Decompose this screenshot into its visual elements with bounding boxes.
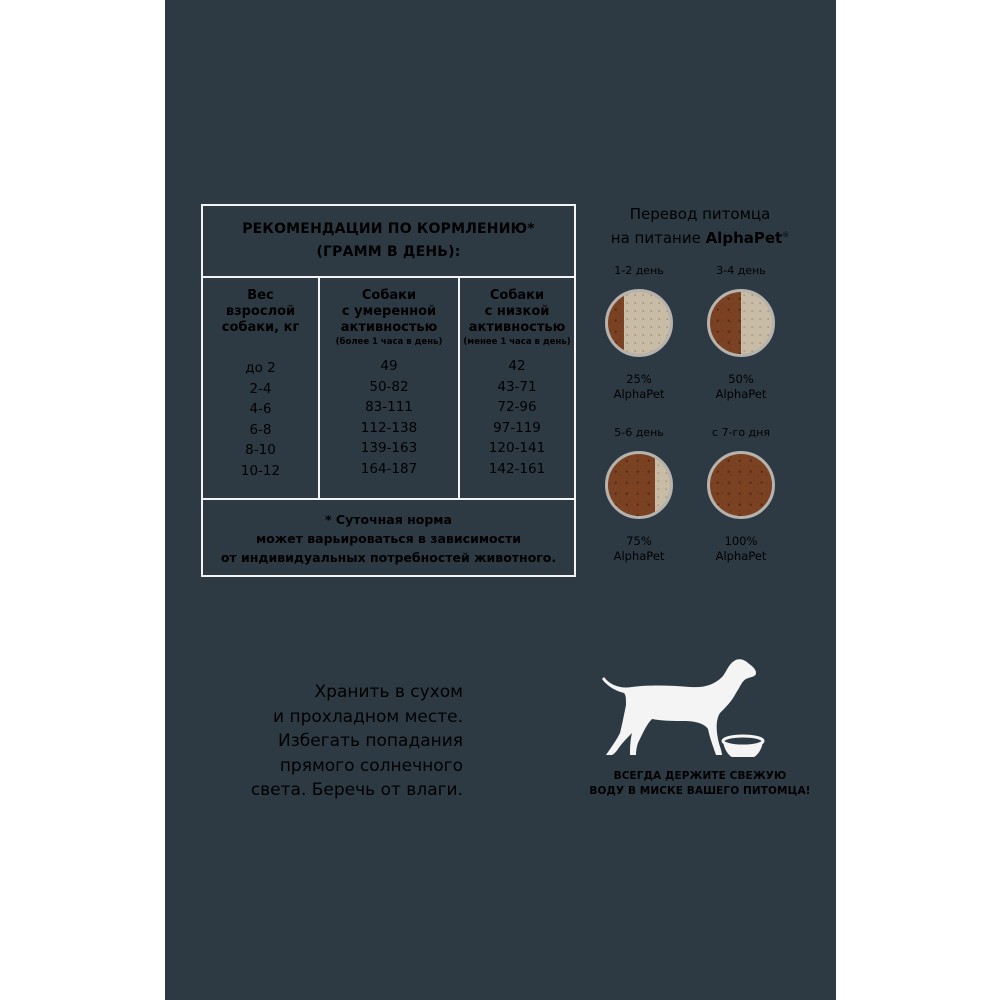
- table-cell: 139-163: [360, 440, 418, 456]
- table-cell: до 2: [245, 360, 276, 376]
- table-cell: 83-111: [365, 399, 413, 415]
- feeding-table-title: РЕКОМЕНДАЦИИ ПО КОРМЛЕНИЮ* (ГРАММ В ДЕНЬ):: [203, 206, 574, 278]
- stage-label: с 7-го дня: [712, 426, 770, 439]
- table-cell: 72-96: [497, 399, 537, 415]
- water-notice: ВСЕГДА ДЕРЖИТЕ СВЕЖУЮ ВОДУ В МИСКЕ ВАШЕГО ПИТОМЦА!: [589, 770, 811, 797]
- stage-label: 3-4 день: [716, 264, 766, 277]
- table-cell: 43-71: [497, 378, 537, 395]
- transition-title: Перевод питомца на питание AlphaPet®: [610, 205, 790, 247]
- storage-instructions: Хранить в сухом и прохладном месте. Избегать попадания прямого солнечного света. Беречь от влаги.: [250, 682, 463, 800]
- low-activity-column: [460, 278, 574, 498]
- food-bowl-icon: [707, 289, 775, 357]
- table-cell: 2-4: [249, 380, 272, 397]
- table-cell: 112-138: [360, 419, 418, 436]
- stage-percent: 50% AlphaPet: [715, 372, 767, 401]
- table-cell: 4-6: [249, 401, 272, 417]
- food-bowl-icon: [605, 289, 673, 357]
- table-cell: 97-119: [493, 419, 541, 436]
- column-values: [460, 356, 574, 479]
- feeding-table: [201, 204, 576, 577]
- transition-stage: [686, 264, 796, 402]
- table-cell: 8-10: [245, 442, 276, 458]
- transition-stage: [584, 426, 694, 564]
- column-values: [320, 356, 458, 479]
- column-header: Вес взрослой собаки, кг: [221, 288, 300, 335]
- table-cell: 6-8: [249, 421, 272, 438]
- stage-label: 1-2 день: [614, 264, 664, 277]
- table-cell: 142-161: [488, 460, 546, 477]
- dog-with-bowl-icon: [598, 655, 778, 765]
- column-subheader: (менее 1 часа в день): [463, 337, 571, 347]
- stage-percent: 75% AlphaPet: [613, 534, 665, 563]
- column-subheader: (более 1 часа в день): [335, 337, 443, 347]
- table-cell: 164-187: [360, 460, 418, 477]
- food-bowl-icon: [707, 451, 775, 519]
- table-cell: 50-82: [369, 378, 409, 395]
- brand-name: AlphaPet: [705, 229, 783, 247]
- table-cell: 42: [508, 358, 526, 374]
- column-header: Собаки с умеренной активностью (более 1 часа в день): [320, 278, 458, 336]
- feeding-table-footnote: * Суточная норма может варьироваться в зависимости от индивидуальных потребностей животного.: [220, 512, 557, 565]
- table-cell: 120-141: [488, 440, 546, 456]
- weight-column: [203, 278, 320, 498]
- transition-stage: [584, 264, 694, 402]
- transition-stage: [686, 426, 796, 564]
- stage-label: 5-6 день: [614, 426, 664, 439]
- feeding-table-body: [203, 278, 574, 500]
- column-values: [203, 358, 318, 481]
- stage-percent: 100% AlphaPet: [715, 534, 767, 563]
- table-cell: 49: [380, 358, 398, 374]
- food-bowl-icon: [605, 451, 673, 519]
- moderate-activity-column: [320, 278, 460, 498]
- table-cell: 10-12: [240, 462, 281, 479]
- stage-percent: 25% AlphaPet: [613, 372, 665, 401]
- column-header: Собаки с низкой активностью (менее 1 часа в день): [460, 278, 574, 336]
